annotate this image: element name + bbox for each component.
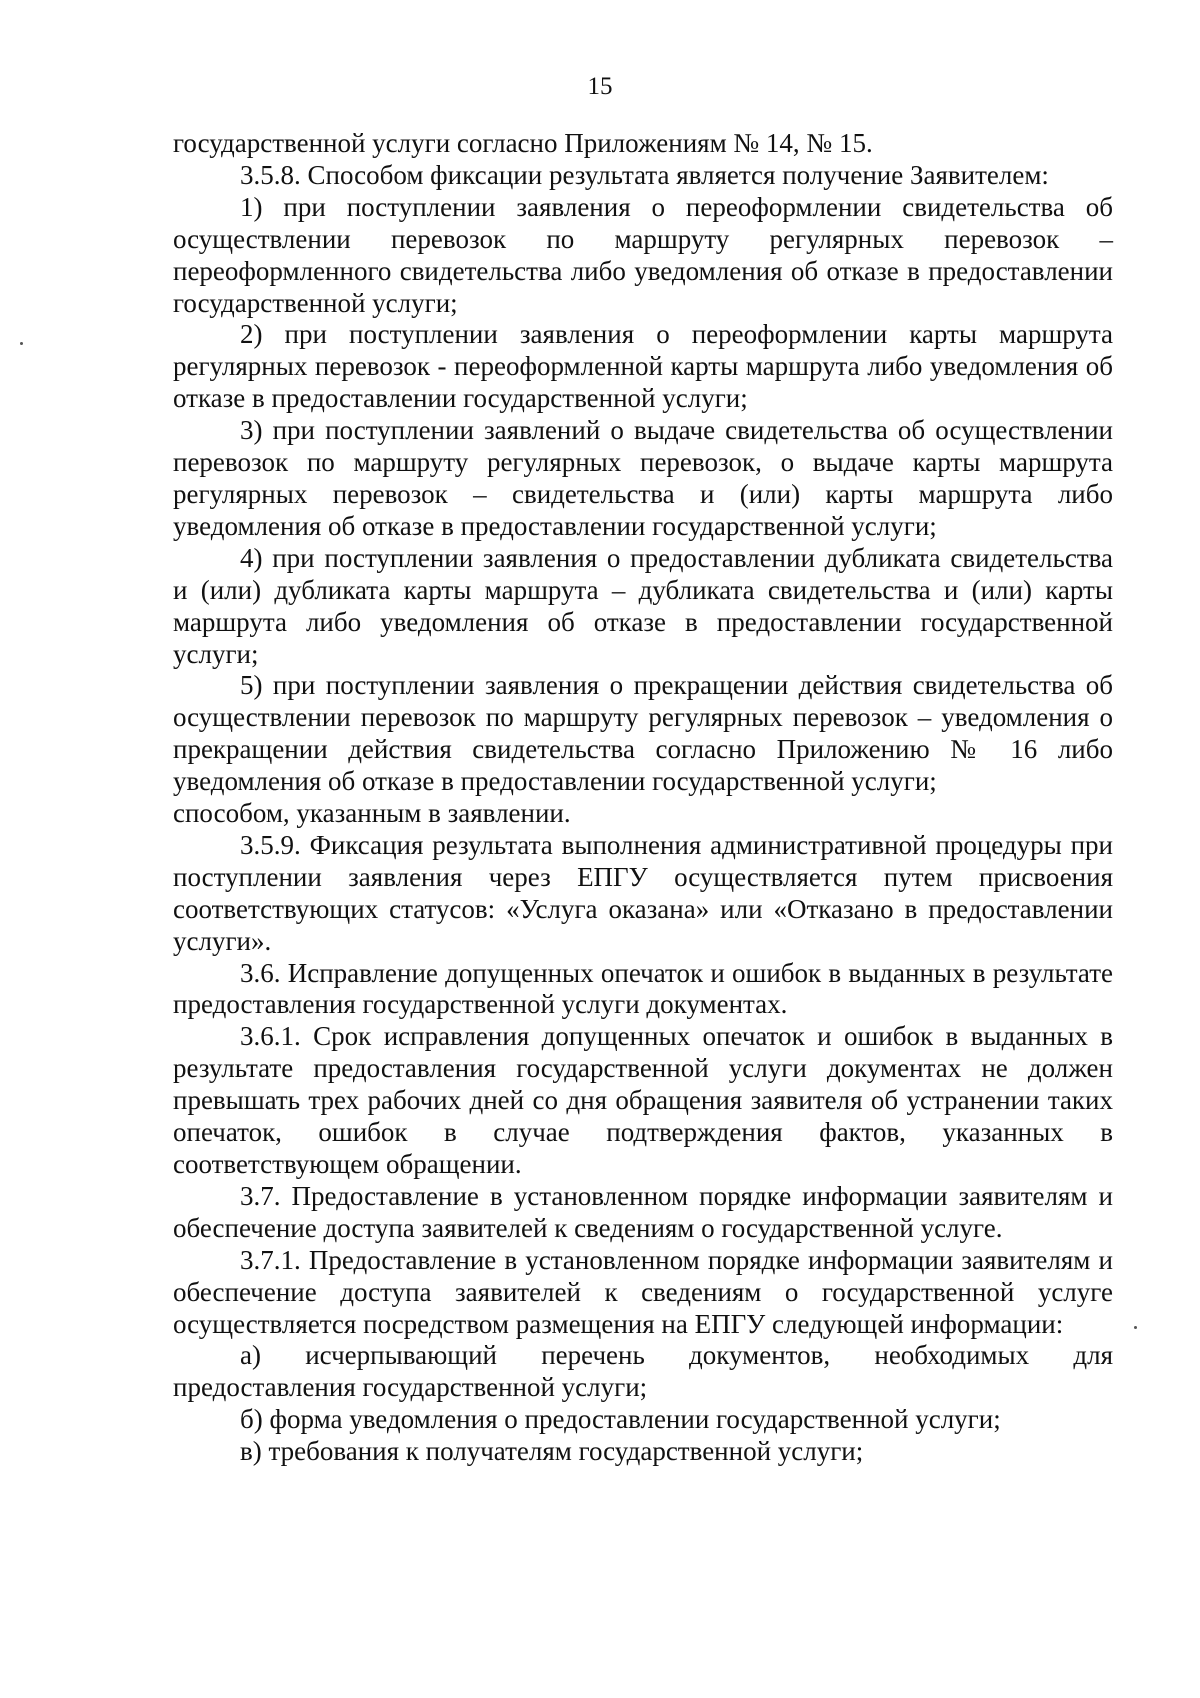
paragraph-item-a: а) исчерпывающий перечень документов, необходимых для предоставления государственной услуги; <box>173 1340 1113 1403</box>
paragraph-item-2: 2) при поступлении заявления о переоформлении карты маршрута регулярных перевозок - переоформленной карты маршрута либо уведомления об отказе в предоставлении государственной услуги; <box>173 319 1113 414</box>
paragraph-continuation: государственной услуги согласно Приложениям № 14, № 15. <box>173 128 873 158</box>
paragraph-3-7-1: 3.7.1. Предоставление в установленном порядке информации заявителям и обеспечение доступа заявителей к сведениям о государственной услуге осуществляется посредством размещения на ЕПГУ следующей информации: <box>173 1244 1113 1339</box>
paragraph-3-7: 3.7. Предоставление в установленном порядке информации заявителям и обеспечение доступа заявителей к сведениям о государственной услуге. <box>173 1180 1113 1243</box>
paragraph-3-5-9: 3.5.9. Фиксация результата выполнения административной процедуры при поступлении заявления через ЕПГУ осуществляется путем присвоения соответствующих статусов: «Услуга оказана» или «Отказано в предоставлении услуги». <box>173 829 1113 956</box>
document-body <box>173 128 1113 1468</box>
paragraph-method: способом, указанным в заявлении. <box>173 798 571 829</box>
paragraph-item-5: 5) при поступлении заявления о прекращении действия свидетельства об осуществлении перевозок по маршруту регулярных перевозок – уведомления о прекращении действия свидетельства согласно Приложению № 16 либо уведомления об отказе в предоставлении государственной услуги; <box>173 670 1113 797</box>
scan-speck <box>1134 1326 1137 1329</box>
paragraph-item-3: 3) при поступлении заявлений о выдаче свидетельства об осуществлении перевозок по маршруту регулярных перевозок, о выдаче карты маршрута регулярных перевозок – свидетельства и (или) карты маршрута либо уведомления об отказе в предоставлении государственной услуги; <box>173 415 1113 541</box>
scan-speck <box>20 342 23 345</box>
paragraph-item-4: 4) при поступлении заявления о предоставлении дубликата свидетельства и (или) дубликата карты маршрута – дубликата свидетельства и (или) карты маршрута либо уведомления об отказе в предоставлении государственной услуги; <box>173 542 1113 669</box>
paragraph-item-v: в) требования к получателям государственной услуги; <box>240 1436 864 1467</box>
paragraph-item-b: б) форма уведомления о предоставлении государственной услуги; <box>240 1404 1001 1435</box>
paragraph-3-5-8: 3.5.8. Способом фиксации результата является получение Заявителем: <box>240 159 1049 190</box>
paragraph-3-6-1: 3.6.1. Срок исправления допущенных опечаток и ошибок в выданных в результате предоставления государственной услуги документах не должен превышать трех рабочих дней со дня обращения заявителя об устранении таких опечаток, ошибок в случае подтверждения фактов, указанных в соответствующем обращении. <box>173 1021 1113 1179</box>
paragraph-3-6: 3.6. Исправление допущенных опечаток и ошибок в выданных в результате предоставления государственной услуги документах. <box>173 957 1113 1020</box>
page-number: 15 <box>587 73 613 100</box>
paragraph-item-1: 1) при поступлении заявления о переоформлении свидетельства об осуществлении перевозок по маршруту регулярных перевозок – переоформленного свидетельства либо уведомления об отказе в предоставлении государственной услуги; <box>173 191 1113 318</box>
